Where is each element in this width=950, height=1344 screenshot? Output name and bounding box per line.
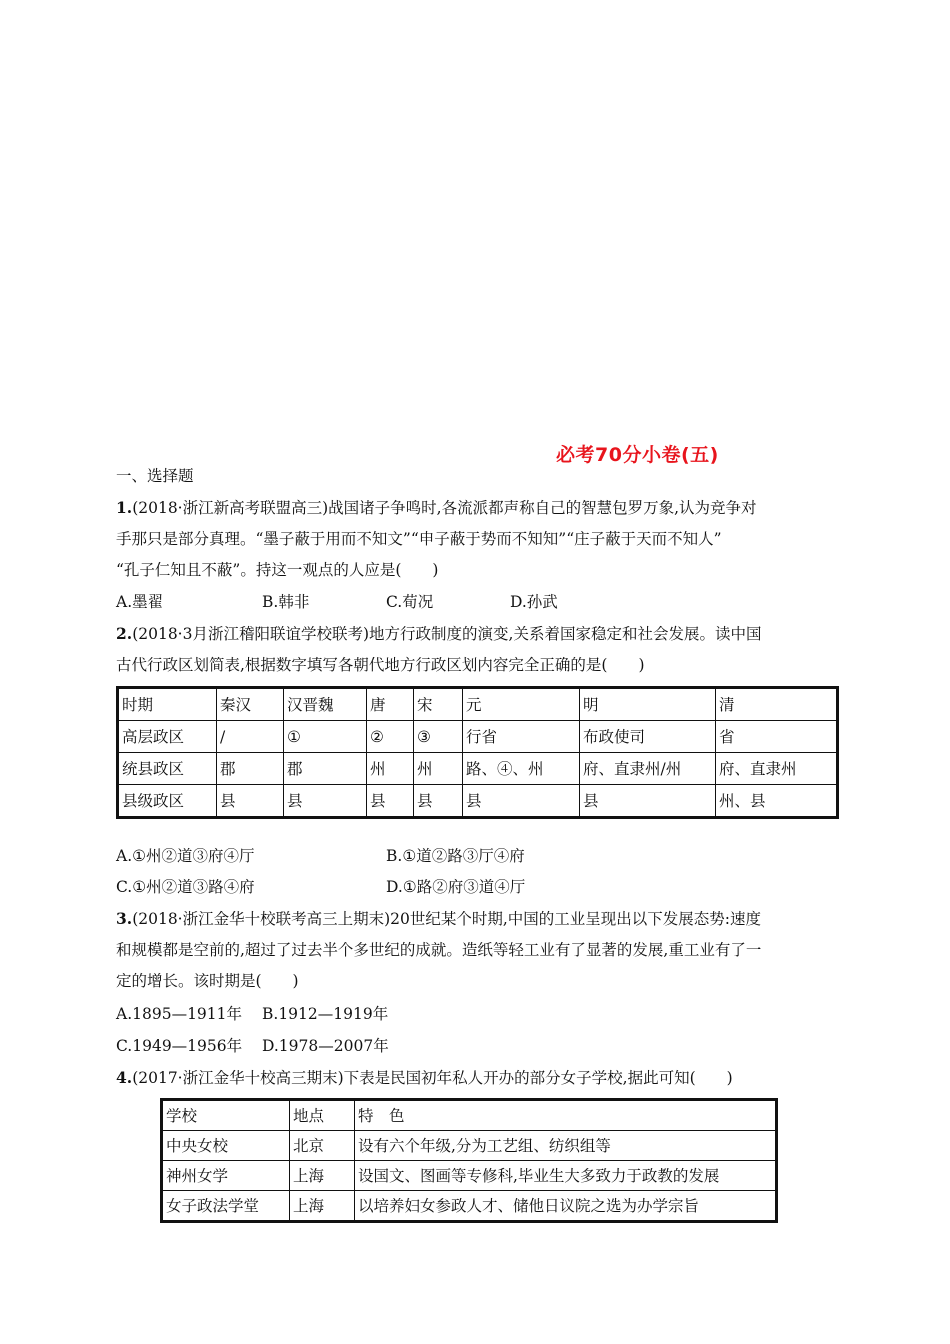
table-cell: 时期 — [118, 688, 217, 721]
table-cell: 宋 — [414, 688, 463, 721]
table-cell: 北京 — [290, 1131, 355, 1161]
table-cell: 县 — [580, 785, 716, 818]
table-cell: 特 色 — [355, 1100, 777, 1131]
table-cell: 州、县 — [716, 785, 838, 818]
table-cell: 县 — [367, 785, 414, 818]
table-row — [118, 688, 838, 721]
table-cell: 设国文、图画等专修科,毕业生大多致力于政教的发展 — [355, 1161, 777, 1191]
q1-line-1 — [116, 498, 757, 518]
table-cell: 府、直隶州 — [716, 753, 838, 785]
q4-line-1 — [116, 1068, 733, 1088]
q3-option-b[interactable]: B.1912—1919年 — [262, 1005, 389, 1023]
table-cell: 上海 — [290, 1161, 355, 1191]
table-cell: 县 — [217, 785, 284, 818]
q1-text-1: (2018·浙江新高考联盟高三)战国诸子争鸣时,各流派都声称自己的智慧包罗万象,认为竞争对 — [132, 499, 757, 517]
section-heading: 一、选择题 — [116, 467, 194, 485]
q2-line-2: 古代行政区划简表,根据数字填写各朝代地方行政区划内容完全正确的是( ) — [116, 656, 645, 674]
table-cell: 设有六个年级,分为工艺组、纺织组等 — [355, 1131, 777, 1161]
table-cell: 神州女学 — [162, 1161, 290, 1191]
q3-option-d[interactable]: D.1978—2007年 — [262, 1037, 389, 1055]
table-cell: 元 — [463, 688, 580, 721]
q2-option-d[interactable]: D.①路②府③道④厅 — [386, 878, 526, 896]
table-cell: 中央女校 — [162, 1131, 290, 1161]
table-cell: 行省 — [463, 721, 580, 753]
table-cell: 以培养妇女参政人才、储他日议院之选为办学宗旨 — [355, 1191, 777, 1222]
q2-option-a[interactable]: A.①州②道③府④厅 — [116, 847, 255, 865]
table-cell: ③ — [414, 721, 463, 753]
q3-number: 3. — [116, 909, 133, 928]
table-cell: 郡 — [217, 753, 284, 785]
table-cell: 女子政法学堂 — [162, 1191, 290, 1222]
q3-text-1: (2018·浙江金华十校联考高三上期末)20世纪某个时期,中国的工业呈现出以下发展态势:速度 — [132, 910, 762, 928]
q3-line-1 — [116, 909, 761, 929]
q3-line-2: 和规模都是空前的,超过了过去半个多世纪的成就。造纸等轻工业有了显著的发展,重工业有了一 — [116, 941, 762, 959]
women-schools-table — [160, 1098, 778, 1223]
q1-option-a[interactable]: A.墨翟 — [116, 593, 164, 611]
table-row — [118, 753, 838, 785]
q2-line-1 — [116, 624, 761, 644]
table-cell: 清 — [716, 688, 838, 721]
table-cell: 州 — [414, 753, 463, 785]
table-cell: ① — [284, 721, 367, 753]
table-cell: 明 — [580, 688, 716, 721]
q4-number: 4. — [116, 1068, 133, 1087]
q1-option-b[interactable]: B.韩非 — [262, 593, 310, 611]
q2-text-1: (2018·3月浙江稽阳联谊学校联考)地方行政制度的演变,关系着国家稳定和社会发展。读中国 — [132, 625, 762, 643]
table-cell: 唐 — [367, 688, 414, 721]
q3-option-c[interactable]: C.1949—1956年 — [116, 1037, 243, 1055]
table-row — [162, 1100, 777, 1131]
table-cell: 路、④、州 — [463, 753, 580, 785]
admin-division-table — [116, 686, 839, 819]
q4-text-1: (2017·浙江金华十校高三期末)下表是民国初年私人开办的部分女子学校,据此可知( ) — [132, 1069, 733, 1087]
q2-option-b[interactable]: B.①道②路③厅④府 — [386, 847, 525, 865]
q3-option-a[interactable]: A.1895—1911年 — [116, 1005, 243, 1023]
table-cell: 布政使司 — [580, 721, 716, 753]
table-cell: 县 — [463, 785, 580, 818]
table-row — [162, 1191, 777, 1222]
table-row — [162, 1131, 777, 1161]
table-cell: 省 — [716, 721, 838, 753]
table-cell: 县 — [284, 785, 367, 818]
table-cell: 上海 — [290, 1191, 355, 1222]
table-cell: 县 — [414, 785, 463, 818]
table-cell: 学校 — [162, 1100, 290, 1131]
table-cell: 秦汉 — [217, 688, 284, 721]
q1-line-3: “孔子仁知且不蔽”。持这一观点的人应是( ) — [116, 561, 439, 579]
q2-option-c[interactable]: C.①州②道③路④府 — [116, 878, 255, 896]
table-cell: 县级政区 — [118, 785, 217, 818]
q1-option-c[interactable]: C.荀况 — [386, 593, 434, 611]
table-cell: 州 — [367, 753, 414, 785]
table-cell: 郡 — [284, 753, 367, 785]
q3-line-3: 定的增长。该时期是( ) — [116, 972, 299, 990]
table-cell: 汉晋魏 — [284, 688, 367, 721]
table-row — [162, 1161, 777, 1191]
table-cell: 高层政区 — [118, 721, 217, 753]
table-cell: ② — [367, 721, 414, 753]
q1-number: 1. — [116, 498, 133, 517]
page-title: 必考70分小卷(五) — [556, 444, 719, 466]
table-cell: / — [217, 721, 284, 753]
table-cell: 地点 — [290, 1100, 355, 1131]
table-cell: 府、直隶州/州 — [580, 753, 716, 785]
table-cell: 统县政区 — [118, 753, 217, 785]
q1-option-d[interactable]: D.孙武 — [510, 593, 558, 611]
q1-line-2: 手那只是部分真理。“墨子蔽于用而不知文”“申子蔽于势而不知知”“庄子蔽于天而不知人” — [116, 530, 722, 548]
table-row — [118, 721, 838, 753]
q2-number: 2. — [116, 624, 133, 643]
table-row — [118, 785, 838, 818]
